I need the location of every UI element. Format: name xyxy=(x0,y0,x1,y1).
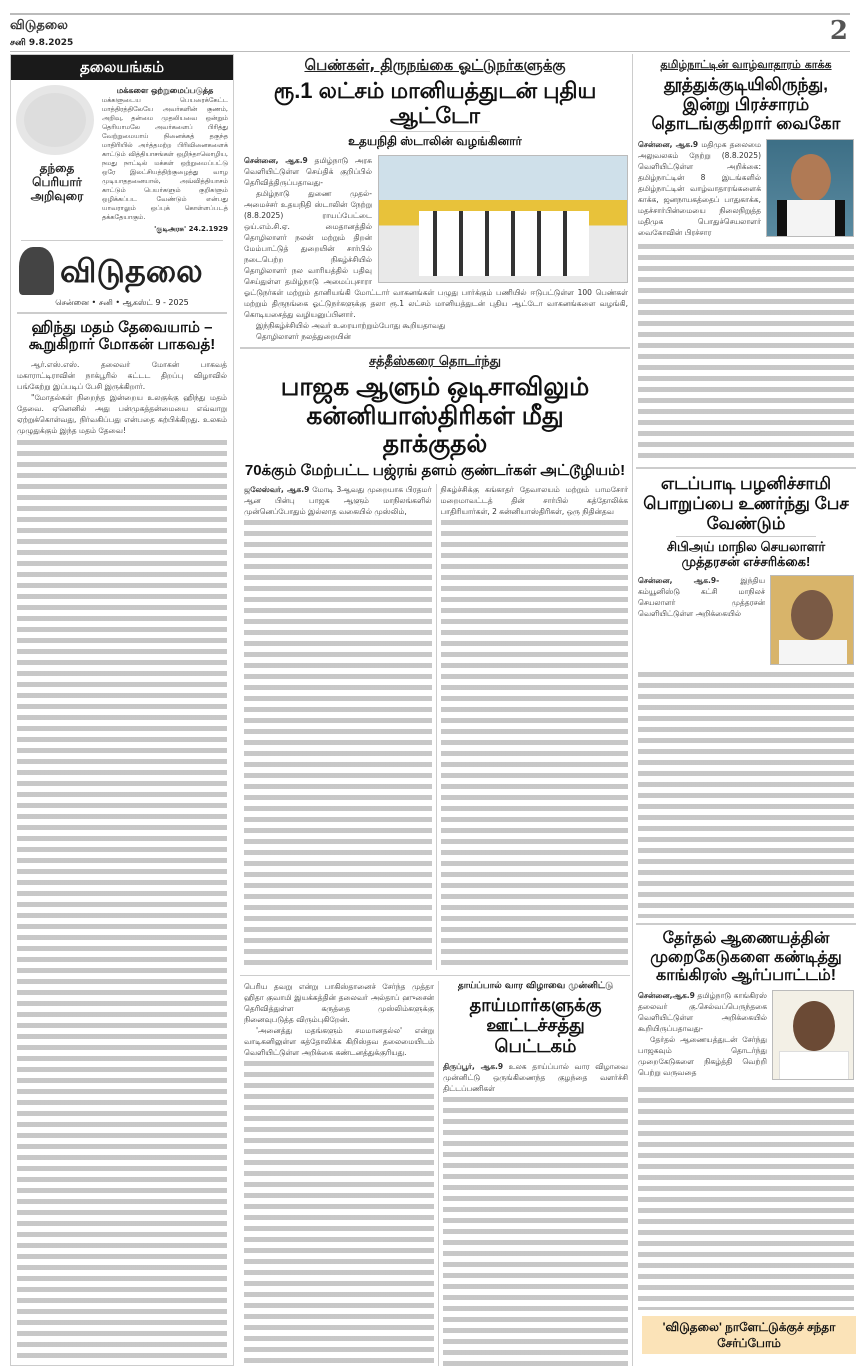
auto-distribution-photo xyxy=(378,155,628,283)
editorial-para-2: "மோதல்கள் நிறைந்த இன்றைய உலகுக்கு ஹிந்து மதம் தேவை. ஏனெனில் அது பன்முகத்தன்மையை எவ்வாறு ஏற்றுக்கொள்வது, நிர்வகிப்பது என்பதை கற்பிக்கிறது. உலகம் முழுதுக்கும் இந்த மதம் தேவை! xyxy=(17,392,227,435)
lead-body xyxy=(240,155,630,342)
second-dateline: ஜலேஸ்வர், ஆக.9 xyxy=(244,485,310,495)
lead-para-3: இந்நிகழ்ச்சியில் அவர் உரையாற்றும்போது கூறியதாவது xyxy=(256,320,446,330)
dateline: சென்னை • சனி • ஆகஸ்ட் 9 - 2025 xyxy=(55,298,189,307)
right3-para-2: தேர்தல் ஆணையத்துடன் சேர்ந்து பாஜகவும் தொடர்ந்து முறைகேடுகளை நிகழ்த்தி வெற்றி பெற்று வருவதை xyxy=(638,1035,767,1078)
lead-para-4: தொழிலாளர் நலத்துறையின் xyxy=(256,331,351,341)
second-story xyxy=(240,354,630,970)
right2-body: இந்திய கம்யூனிஸ்டு கட்சி மாநிலச் செயலாளர் முத்தரசன் வெளியிட்டுள்ள அறிக்கையில் xyxy=(638,575,766,618)
editorial-body-text xyxy=(17,440,227,1360)
lead-headline: ரூ.1 லட்சம் மானியத்துடன் புதிய ஆட்டோ xyxy=(273,77,597,128)
middle-column xyxy=(240,56,630,1366)
lower-section xyxy=(240,981,630,1366)
portrait-caption-3: அறிவுரை xyxy=(30,189,84,203)
right2-body-text xyxy=(638,672,854,918)
quote-title: மக்களை ஒற்றுமைப்படுத்த xyxy=(116,86,214,95)
right-story-3 xyxy=(636,930,856,1310)
right-story-2 xyxy=(636,474,856,918)
third-para-1: பெரிய தவறு என்று பாகிஸ்தானைச் சேர்ந்த முத்தா ஹிதா குவாமி இயக்கத்தின் தலைவர் அல்தாப் ஹுசைன் தெரிவித்துள்ள கருத்தை முஸ்லிம்களுக்கு நினைவுபடுத்த விரும்புகிறேன். xyxy=(244,982,434,1024)
selvaperunthagai-photo xyxy=(772,990,854,1080)
right3-dateline: சென்னை,ஆக.9 xyxy=(638,991,695,1001)
lead-para-1: தமிழ்நாடு அரசு வெளியிட்டுள்ள செய்திக் குறிப்பில் தெரிவித்திருப்பதாவது- xyxy=(244,155,372,187)
second-headline: பாஜக ஆளும் ஒடிசாவிலும் கன்னியாஸ்திரிகள் மீது தாக்குதல் xyxy=(280,372,590,459)
quote-source: 'குடிஅரசு' 24.2.1929 xyxy=(154,225,228,233)
second-para-2: நிகழ்ச்சிக்கு கங்காதர் தேவாலயம் மற்றும் பாமசோர் மறைமாவட்டத் தின் சார்பில் கத்தோலிக்க பாதிரியார்கள், 2 கன்னியாஸ்திரிகள், ஒரு நிதின்தவ xyxy=(440,485,628,517)
editorial-para-1: ஆர்.எஸ்.எஸ். தலைவர் மோகன் பாகவத் மகாராட்டிராவின் நாக்பூரில் கட்டட திறப்பு விழாவில் பங்கேற்று இப்படிப் பேசி இருக்கிறார். xyxy=(17,359,227,391)
quote-text: மக்களுடைய பெயரைக்கேட்ட மாத்திரத்திலேயே அவர்களின் குணம், அறிவு, தன்மை முதலியவை ஒன்றும் தெரியாமலே அவர்களைப் பிரித்து வேற்றுமையாய் நினைக்கத் தகுந்த மாதிரியில் அர்த்தமற்ற பிரிவினைகளைக் காட்டும் வித்தியாசங்கள் ஒழிந்தாலொழிய, நமது நாட்டில் மக்கள் ஒற்றுமைப்பட்டு ஒரே இலட்சியத்திற்குழைத்து வாழ முடியாததனையால், அவ்வித்தியாசம் காட்டும் பெயர்களும் குறிகளும் ஒழிக்கப்பட வேண்டும் என்பது யாவராலும் ஒப்புக் கொள்ளப்படத் தக்கதேயாகும். xyxy=(102,96,228,221)
editorial-quote-box xyxy=(11,80,233,240)
lead-kicker: பெண்கள், திருநங்கை ஓட்டுநர்களுக்கு xyxy=(304,56,566,74)
breastfeeding-story xyxy=(443,981,630,1366)
right-column xyxy=(636,58,856,1354)
right1-body: மதிமுக தலைமை அலுவலகம் நேற்று (8.8.2025) வெளியிட்டுள்ள அறிக்கை: தமிழ்நாட்டின் 8 இடங்களில் தமிழ்நாட்டின் வாழ்வாதாரங்களைக் காக்க, ஜனநாயகத்தைப் பாதுகாக்க, மதச்சார்பின்மையை நிலைநிறுத்த மதிமுக பொதுச்செயலாளர் வைகோவின் பிரச்சார xyxy=(638,139,761,237)
right1-headline: தூத்துக்குடியிலிருந்து, இன்று பிரச்சாரம் தொடங்குகிறார் வைகோ xyxy=(651,75,841,134)
breastfeeding-body-text xyxy=(443,1097,628,1366)
editorial-header: தலையங்கம் xyxy=(11,55,233,80)
second-para-1: மோடி 3ஆவது முறையாக பிரதமர் ஆன பின்பு பாஜக ஆளும் மாநிலங்களில் முன்னெப்போதும் இல்லாத வகையில் முஸ்லிம், xyxy=(244,485,432,517)
breastfeeding-body: உலக தாய்ப்பால் வார விழாவை முன்னிட்டு ஒருங்கிணைந்த குழந்தை வளர்ச்சி திட்டப்பணிகள் xyxy=(443,1061,628,1093)
portrait-caption-1: தந்தை xyxy=(39,161,75,175)
lead-subheadline: உதயநிதி ஸ்டாலின் வழங்கினார் xyxy=(348,134,522,149)
right3-para-1: தமிழ்நாடு காங்கிரஸ் தலைவர் கு.செல்வப்பெருந்தகை வெளியிட்டுள்ள அறிக்கையில் கூறியிருப்பதாவது- xyxy=(638,991,767,1034)
third-body-text xyxy=(244,1061,434,1366)
right1-dateline: சென்னை, ஆக.9 xyxy=(638,139,699,149)
right3-headline: தேர்தல் ஆணையத்தின் முறைகேடுகளை கண்டித்து காங்கிரஸ் ஆர்ப்பாட்டம்! xyxy=(650,930,842,985)
lead-dateline: சென்னை, ஆக.9 xyxy=(244,155,308,165)
paper-name: விடுதலை xyxy=(10,18,68,33)
lead-para-2: தமிழ்நாடு துணை முதல்-அமைச்சர் உதயநிதி ஸ்டாலின் நேற்று (8.8.2025) ராயப்பேட்டை ஒய்.எம்.சி.ஏ. மைதானத்தில் தொழிலாளர் நலன் மற்றும் திறன் மேம்பாட்டுத் துறையின் சார்பில் நடைபெற்ற நிகழ்ச்சியில் தொழிலாளர் நல வாரியத்தில் பதிவு செய்துள்ள தமிழ்நாடு அமைப்புசாரா ஓட்டுநர்கள் மற்றும் தானியங்கி மோட்டார் வாகனங்கள் பழுது பார்க்கும் பணியில் ஈடுபட்டுள்ள 100 பெண்கள் மற்றும் திருநங்கை ஓட்டுநர்களுக்கு தலா ரூ.1 லட்சம் மானியத்துடன் புதிய ஆட்டோ வாகனங்களை வழங்கி, கொடியசைத்து வழியனுப்பினார். xyxy=(244,188,628,319)
portrait-caption-2: பெரியார் xyxy=(32,175,82,189)
second-kicker: சத்தீஸ்கரை தொடர்ந்து xyxy=(368,353,502,369)
right-story-1 xyxy=(636,58,856,462)
second-body-col2 xyxy=(441,520,629,970)
third-para-2: 'அனைத்து மதங்களும் சமமானதல்ல' என்று வாடிகனிலுள்ள கத்தோலிக்க கிறிஸ்தவ தலைமையிடம் வெளியிட்டுள்ள அறிக்கை கண்டனத்துக்குரியது. xyxy=(244,1026,434,1057)
header-rule xyxy=(10,51,850,52)
lead-story xyxy=(240,56,630,342)
right2-dateline: சென்னை, ஆக.9- xyxy=(638,575,720,585)
viduthalai-logo: விடுதலை xyxy=(60,251,203,290)
editorial-headline: ஹிந்து மதம் தேவையாம் – கூறுகிறார் மோகன் பாகவத்! xyxy=(28,319,216,354)
second-body-col1 xyxy=(244,520,432,970)
breastfeeding-kicker: தாய்ப்பால் வார விழாவை முன்னிட்டு xyxy=(457,981,614,991)
vaiko-photo xyxy=(766,139,854,237)
periyar-portrait xyxy=(16,85,94,155)
breastfeeding-dateline: திருப்பூர், ஆக.9 xyxy=(443,1061,504,1071)
right2-headline: எடப்பாடி பழனிச்சாமி பொறுப்பை உணர்ந்து பேச வேண்டும் xyxy=(643,474,849,533)
subscription-banner[interactable]: 'விடுதலை' நாளேட்டுக்குச் சந்தா சேர்ப்போம் xyxy=(642,1316,856,1354)
mutharasan-photo xyxy=(770,575,854,665)
breastfeeding-headline: தாய்மார்களுக்கு ஊட்டச்சத்து பெட்டகம் xyxy=(469,994,602,1057)
right1-body-text xyxy=(638,244,854,462)
issue-date: சனி 9.8.2025 xyxy=(10,38,74,48)
right1-kicker: தமிழ்நாட்டின் வாழ்வாதாரம் காக்க xyxy=(660,58,832,71)
left-column xyxy=(10,54,234,1366)
top-rule xyxy=(10,13,850,15)
periyar-logo-figure xyxy=(19,247,54,295)
right2-subheadline: சிபிஅய் மாநில செயலாளர் முத்தரசன் எச்சரிக்கை! xyxy=(666,539,826,569)
second-subheadline: 70க்கும் மேற்பட்ட பஜ்ரங் தளம் குண்டர்கள் அட்டூழியம்! xyxy=(244,462,626,480)
page-number: 2 xyxy=(829,16,848,46)
right3-body-text xyxy=(638,1087,854,1310)
